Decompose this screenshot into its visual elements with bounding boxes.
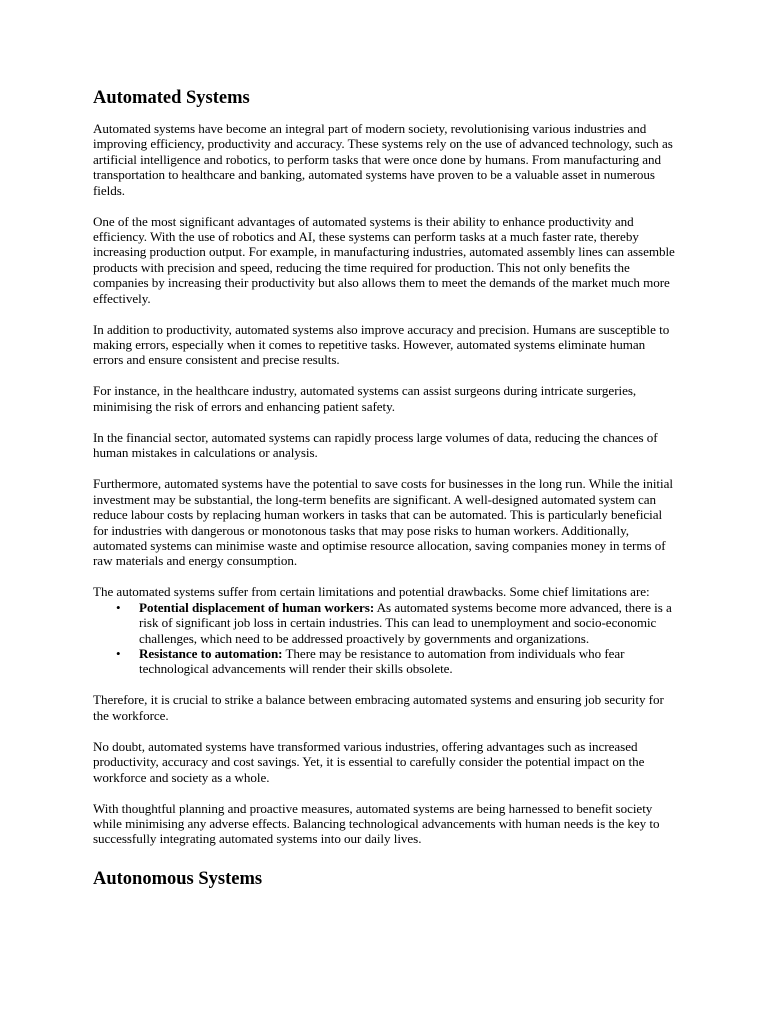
paragraph-transformed: No doubt, automated systems have transformed various industries, offering advantages such as increased productivity, accuracy and cost savings. Yet, it is essential to carefully consider the potential impact on the workforce and society as a whole. — [93, 738, 645, 785]
list-item-term: Potential displacement of human workers: — [139, 599, 375, 615]
bullet-icon: • — [116, 645, 121, 661]
paragraph-conclusion: With thoughtful planning and proactive measures, automated systems are being harnessed to benefit society while minimising any adverse effects. Balancing technological advancements with human needs is the key to successfully integrating automated systems into our daily lives. — [93, 800, 660, 847]
paragraph-costs: Furthermore, automated systems have the potential to save costs for businesses in the long run. While the initial investment may be substantial, the long-term benefits are significant. A well-designed automated system can reduce labour costs by replacing human workers in tasks that can be automated. This is particularly beneficial for industries with dangerous or monotonous tasks that may pose risks to human workers. Additionally, automated systems can minimise waste and optimise resource allocation, saving companies money in terms of raw materials and energy consumption. — [93, 476, 673, 569]
paragraph-balance: Therefore, it is crucial to strike a balance between embracing automated systems and ensuring job security for the workforce. — [93, 692, 664, 723]
document-page — [93, 86, 677, 891]
paragraph-productivity: One of the most significant advantages of automated systems is their ability to enhance productivity and efficiency. With the use of robotics and AI, these systems can perform tasks at a much faster rate, thereby increasing production output. For example, in manufacturing industries, automated assembly lines can assemble products with precision and speed, reducing the time required for production. This not only benefits the companies by increasing their productivity but also allows them to meet the demands of the market much more effectively. — [93, 213, 675, 306]
paragraph-limitations-intro: The automated systems suffer from certain limitations and potential drawbacks. Some chief limitations are: — [93, 584, 650, 600]
list-item — [116, 599, 677, 646]
paragraph-intro: Automated systems have become an integral part of modern society, revolutionising various industries and improving efficiency, productivity and accuracy. These systems rely on the use of advanced technology, such as artificial intelligence and robotics, to perform tasks that were once done by humans. From manufacturing and transportation to healthcare and banking, automated systems have proven to be a valuable asset in numerous fields. — [93, 121, 673, 198]
list-item-text: As automated systems become more advanced, there is a risk of significant job loss in certain industries. This can lead to unemployment and socio-economic challenges, which need to be addressed proactively by governments and organizations. — [139, 599, 672, 646]
bullet-icon: • — [116, 599, 121, 615]
paragraph-healthcare: For instance, in the healthcare industry, automated systems can assist surgeons during intricate surgeries, minimising the risk of errors and enhancing patient safety. — [93, 383, 637, 414]
list-item-text: There may be resistance to automation from individuals who fear technological advancements will render their skills obsolete. — [139, 645, 625, 677]
limitations-list — [93, 600, 677, 677]
list-item — [116, 645, 677, 677]
section-heading-automated-systems: Automated Systems — [93, 88, 250, 108]
list-item-term: Resistance to automation: — [139, 645, 283, 661]
paragraph-financial: In the financial sector, automated systems can rapidly process large volumes of data, reducing the chances of human mistakes in calculations or analysis. — [93, 429, 658, 461]
paragraph-accuracy: In addition to productivity, automated systems also improve accuracy and precision. Humans are susceptible to making errors, especially when it comes to repetitive tasks. However, automated systems eliminate human errors and ensure consistent and precise results. — [93, 321, 670, 368]
section-heading-autonomous-systems: Autonomous Systems — [93, 868, 263, 889]
